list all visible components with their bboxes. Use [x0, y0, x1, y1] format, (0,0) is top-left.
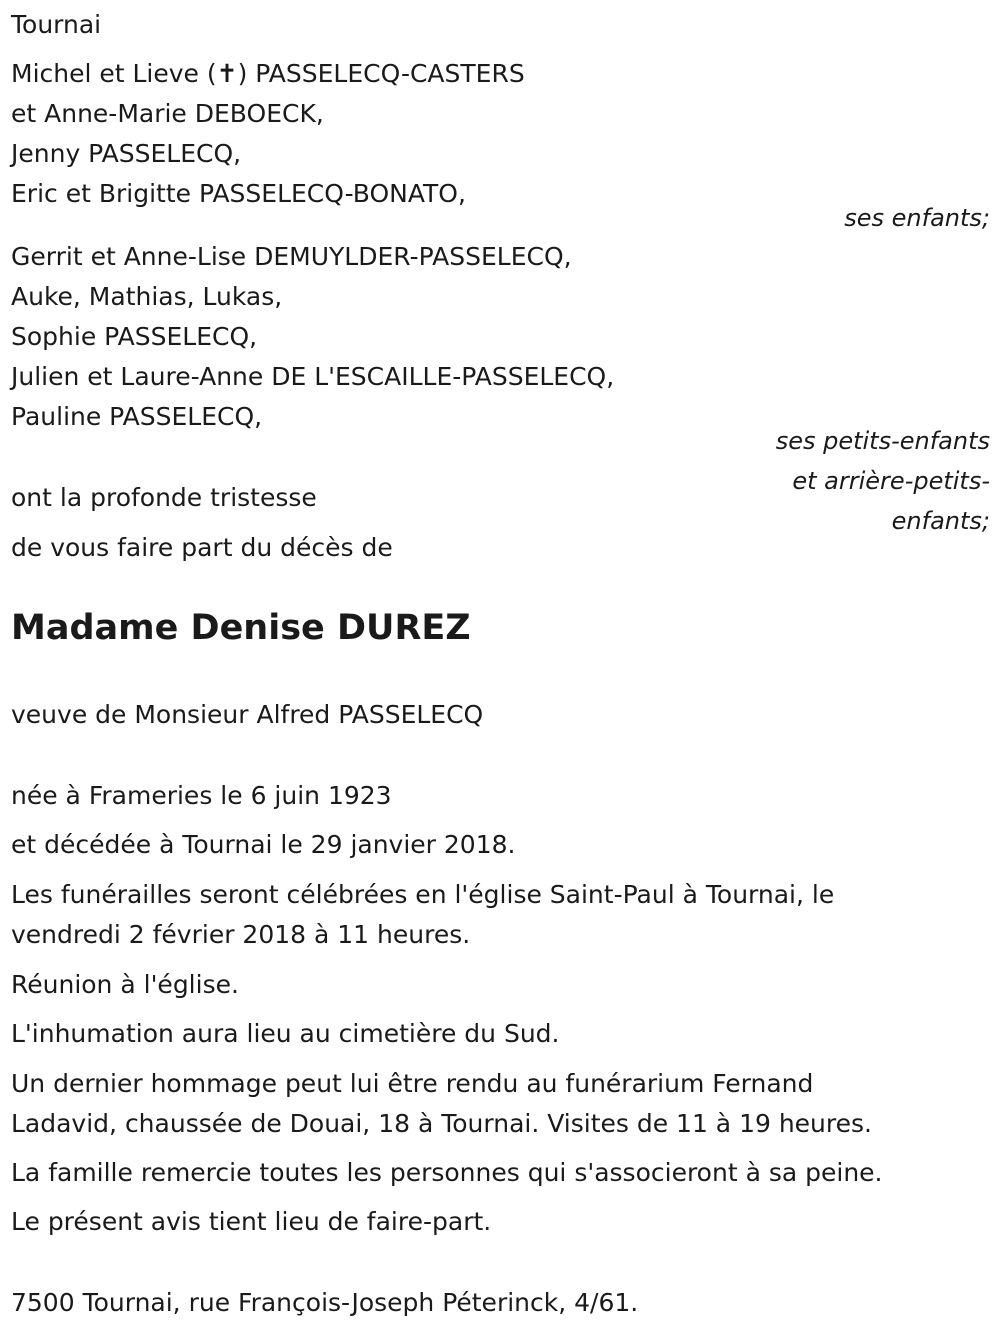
burial-line: L'inhumation aura lieu au cimetière du Sud. [11, 1019, 560, 1048]
child-line: Eric et Brigitte PASSELECQ-BONATO, [11, 179, 466, 208]
address-line: 7500 Tournai, rue François-Joseph Péterinck, 4/61. [11, 1288, 639, 1317]
birth-line: née à Frameries le 6 juin 1923 [11, 781, 392, 810]
city-header: Tournai [11, 10, 102, 39]
announce-line: de vous faire part du décès de [11, 533, 393, 562]
funeral-line: Les funérailles seront célébrées en l'église Saint-Paul à Tournai, le [11, 880, 835, 909]
grandchild-line: Auke, Mathias, Lukas, [11, 282, 283, 311]
grandchild-line: Pauline PASSELECQ, [11, 402, 263, 431]
children-label: ses enfants; [844, 204, 990, 232]
child-line: Michel et Lieve (✝) PASSELECQ-CASTERS [11, 59, 525, 88]
deceased-name: Madame Denise DUREZ [11, 608, 471, 648]
grandchildren-label: et arrière-petits- [792, 467, 990, 495]
child-line: Jenny PASSELECQ, [11, 139, 242, 168]
funeral-line: vendredi 2 février 2018 à 11 heures. [11, 920, 471, 949]
announce-line: ont la profonde tristesse [11, 483, 317, 512]
tribute-line: Ladavid, chaussée de Douai, 18 à Tournai. Visites de 11 à 19 heures. [11, 1109, 872, 1138]
thanks-line: La famille remercie toutes les personnes qui s'associeront à sa peine. [11, 1158, 883, 1187]
grandchild-line: Sophie PASSELECQ, [11, 322, 258, 351]
notice-line: Le présent avis tient lieu de faire-part. [11, 1207, 492, 1236]
meeting-line: Réunion à l'église. [11, 970, 239, 999]
grandchildren-label: enfants; [891, 507, 990, 535]
child-line: et Anne-Marie DEBOECK, [11, 99, 324, 128]
death-line: et décédée à Tournai le 29 janvier 2018. [11, 830, 516, 859]
tribute-line: Un dernier hommage peut lui être rendu au funérarium Fernand [11, 1069, 814, 1098]
widow-of: veuve de Monsieur Alfred PASSELECQ [11, 700, 484, 729]
grandchild-line: Julien et Laure-Anne DE L'ESCAILLE-PASSELECQ, [11, 362, 615, 391]
grandchildren-label: ses petits-enfants [775, 427, 990, 455]
grandchild-line: Gerrit et Anne-Lise DEMUYLDER-PASSELECQ, [11, 242, 572, 271]
